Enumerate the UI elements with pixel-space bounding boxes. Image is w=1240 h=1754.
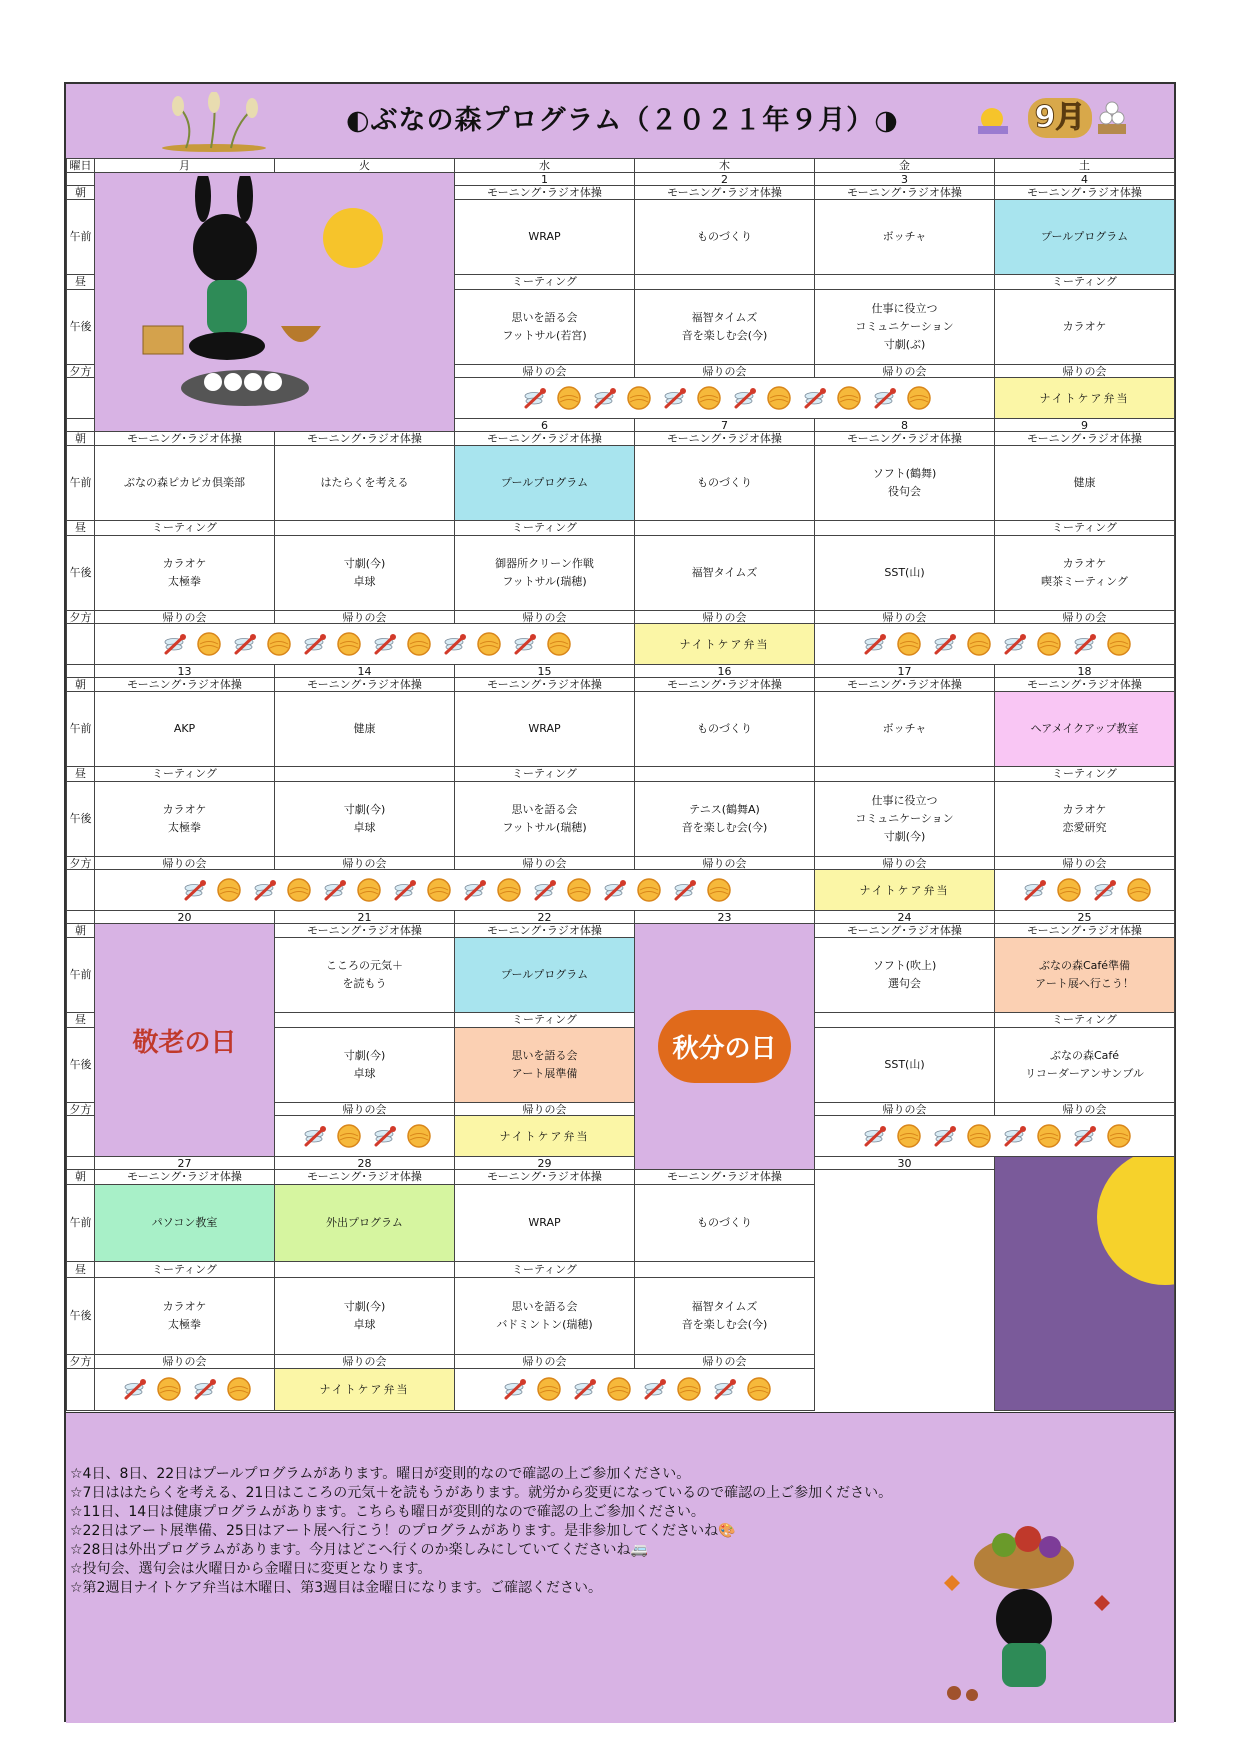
am-program-13: AKP [95,692,275,767]
am-program-25: ぶなの森Café準備 アート展へ行こう！ [995,938,1175,1013]
am-program-3: ボッチャ [815,200,995,275]
closing-14: 帰りの会 [275,857,455,870]
dango-icon [1094,98,1130,138]
label-yugata: 夕方 [67,1103,95,1116]
page-title: ◐ぶなの森プログラム（２０２１年９月）◑ [346,105,899,136]
date-17: 17 [815,665,995,678]
sun-icon [706,877,732,903]
pm-program-3: 仕事に役立つ コミュニケーション 寸劇(ぶ) [815,290,995,365]
morning-24: モーニング･ラジオ体操 [815,924,995,938]
label-asa: 朝 [67,186,95,200]
morning-27: モーニング･ラジオ体操 [95,1170,275,1184]
sun-icon [1126,877,1152,903]
sun-icon [746,1376,772,1402]
closing-8: 帰りの会 [455,611,635,624]
label-yugata: 夕方 [67,365,95,378]
morning-14: モーニング･ラジオ体操 [275,678,455,692]
am-program-29: WRAP [455,1184,635,1261]
dow-fri: 金 [815,159,995,173]
morning-21: モーニング･ラジオ体操 [275,924,455,938]
pm-program-9: 福智タイムズ [635,536,815,611]
date-25: 25 [995,911,1175,924]
dow-sat: 土 [995,159,1175,173]
header [66,84,1174,159]
label-gogo: 午後 [67,1277,95,1354]
dragonfly-icon [598,879,630,901]
morning-28: モーニング･ラジオ体操 [275,1170,455,1184]
pm-program-10: SST(山) [815,536,995,611]
meeting-4: ミーティング [995,275,1175,290]
note-item: ☆28日は外出プログラムがあります。今月はどこへ行くのか楽しみにしていてくださいね🚐 [70,1542,648,1558]
date-6: 6 [455,419,635,432]
dragonfly-sun-strip [275,1116,454,1156]
holiday-shubun-text: 秋分の日 [672,1034,777,1065]
dragonfly-icon [498,1378,530,1400]
sun-icon [836,385,862,411]
label-asa: 朝 [67,678,95,692]
date-29: 29 [455,1157,635,1170]
am-program-18: ヘアメイクアップ教室 [995,692,1175,767]
pm-program-22: 思いを語る会 アート展準備 [455,1028,635,1103]
closing-16: 帰りの会 [635,857,815,870]
dow-wed: 水 [455,159,635,173]
sun-icon [1056,877,1082,903]
deco-week5-right [455,1368,815,1410]
date-1: 1 [455,173,635,186]
morning-8: モーニング･ラジオ体操 [455,432,635,446]
label-yugata: 夕方 [67,611,95,624]
pm-program-21: 寸劇(今) 卓球 [275,1028,455,1103]
pm-program-7: 寸劇(今) 卓球 [275,536,455,611]
morning-30: モーニング･ラジオ体操 [635,1170,815,1184]
am-program-8: プールプログラム [455,446,635,521]
closing-17: 帰りの会 [815,857,995,870]
morning-4: モーニング･ラジオ体操 [995,186,1175,200]
note-item: ☆第2週目ナイトケア弁当は木曜日、第3週目は金曜日になります。ご確認ください。 [70,1580,602,1596]
deco-week3-left [95,870,815,911]
meeting-25: ミーティング [995,1013,1175,1028]
sun-icon [626,385,652,411]
nightcare-week5: ナイトケア弁当 [275,1368,455,1410]
closing-4: 帰りの会 [995,365,1175,378]
dragonfly-icon [1088,879,1120,901]
pampas-grass-icon [156,92,266,154]
dragonfly-icon [928,1125,960,1147]
sun-icon [216,877,242,903]
label-hiru: 昼 [67,275,95,290]
dragonfly-icon [568,1378,600,1400]
dragonfly-icon [658,387,690,409]
dragonfly-icon [298,1125,330,1147]
notes-section [66,1412,1174,1723]
am-program-30: ものづくり [635,1184,815,1261]
morning-16: モーニング･ラジオ体操 [635,678,815,692]
date-21: 21 [275,911,455,924]
dragonfly-icon [518,387,550,409]
date-9: 9 [995,419,1175,432]
morning-17: モーニング･ラジオ体操 [815,678,995,692]
sun-icon [556,385,582,411]
dragonfly-icon [188,1378,220,1400]
note-item: ☆22日はアート展準備、25日はアート展へ行こう！のプログラムがあります。是非参加してくださいね🎨 [70,1523,736,1539]
holiday-shubun [635,924,815,1170]
holiday-shubun-badge [658,1010,790,1083]
dragonfly-icon [1068,1125,1100,1147]
night-rabbit-illustration [995,1157,1175,1411]
label-hiru: 昼 [67,767,95,782]
dragonfly-icon [438,633,470,655]
dragonfly-icon [118,1378,150,1400]
sun-icon [496,877,522,903]
sun-icon [1106,631,1132,657]
pm-program-11: カラオケ 喫茶ミーティング [995,536,1175,611]
meeting-1: ミーティング [455,275,635,290]
closing-30: 帰りの会 [635,1355,815,1368]
am-program-4: プールプログラム [995,200,1175,275]
deco-week4-right [815,1116,1175,1157]
am-program-6: ぶなの森ピカピカ倶楽部 [95,446,275,521]
am-program-16: ものづくり [635,692,815,767]
sun-icon [1036,631,1062,657]
sun-icon [476,631,502,657]
dragonfly-icon [248,879,280,901]
label-gogo: 午後 [67,290,95,365]
dragonfly-icon [388,879,420,901]
sun-icon [566,877,592,903]
dragonfly-icon [728,387,760,409]
meeting-6: ミーティング [95,521,275,536]
am-program-2: ものづくり [635,200,815,275]
sun-icon [766,385,792,411]
sun-icon [426,877,452,903]
pm-program-27: カラオケ 太極拳 [95,1277,275,1354]
dragonfly-icon [528,879,560,901]
am-program-21: こころの元気＋ を読もう [275,938,455,1013]
sun-icon [226,1376,252,1402]
am-program-11: 健康 [995,446,1175,521]
pm-program-29: 思いを語る会 バドミントン(瑞穂) [455,1277,635,1354]
label-gozen: 午前 [67,938,95,1013]
dragonfly-icon [858,633,890,655]
sun-icon [1106,1123,1132,1149]
nightcare-week2: ナイトケア弁当 [635,624,815,665]
closing-1: 帰りの会 [455,365,635,378]
date-18: 18 [995,665,1175,678]
pm-program-6: カラオケ 太極拳 [95,536,275,611]
dragonfly-icon [228,633,260,655]
sun-icon [536,1376,562,1402]
sun-icon [636,877,662,903]
closing-15: 帰りの会 [455,857,635,870]
date-13: 13 [95,665,275,678]
note-item: ☆11日、14日は健康プログラムがあります。こちらも曜日が変則的なので確認の上ご参加ください。 [70,1504,705,1520]
morning-13: モーニング･ラジオ体操 [95,678,275,692]
morning-10: モーニング･ラジオ体操 [815,432,995,446]
dragonfly-icon [928,633,960,655]
dragonfly-sun-strip [455,378,994,418]
sun-icon [696,385,722,411]
pm-program-25: ぶなの森Café リコーダーアンサンブル [995,1028,1175,1103]
morning-3: モーニング･ラジオ体操 [815,186,995,200]
pm-program-24: SST(山) [815,1028,995,1103]
label-gogo: 午後 [67,782,95,857]
dragonfly-icon [998,633,1030,655]
morning-6: モーニング･ラジオ体操 [95,432,275,446]
dow-mon: 月 [95,159,275,173]
sun-icon [336,631,362,657]
label-gozen: 午前 [67,446,95,521]
nightcare-week1: ナイトケア弁当 [995,378,1175,419]
dragonfly-sun-strip [995,870,1174,910]
dragonfly-icon [458,879,490,901]
deco-week3-right [995,870,1175,911]
program-calendar [66,158,1175,1411]
am-program-7: はたらくを考える [275,446,455,521]
dragonfly-icon [998,1125,1030,1147]
meeting-18: ミーティング [995,767,1175,782]
dragonfly-icon [868,387,900,409]
pm-program-13: カラオケ 太極拳 [95,782,275,857]
closing-9: 帰りの会 [635,611,815,624]
date-14: 14 [275,665,455,678]
nightcare-week4: ナイトケア弁当 [455,1116,635,1157]
dragonfly-icon [318,879,350,901]
rabbit-fruit-basket-icon [924,1523,1124,1713]
label-yugata: 夕方 [67,1355,95,1368]
sun-icon [896,1123,922,1149]
deco-week5-mon [95,1368,275,1410]
meeting-27: ミーティング [95,1262,275,1277]
closing-18: 帰りの会 [995,857,1175,870]
date-15: 15 [455,665,635,678]
sun-icon [966,631,992,657]
deco-week2-left [95,624,635,665]
closing-13: 帰りの会 [95,857,275,870]
moon-rabbit-icon [995,1157,1175,1407]
morning-9: モーニング･ラジオ体操 [635,432,815,446]
dragonfly-sun-strip [815,624,1174,664]
morning-2: モーニング･ラジオ体操 [635,186,815,200]
meeting-8: ミーティング [455,521,635,536]
deco-week4-tue [275,1116,455,1157]
dragonfly-icon [588,387,620,409]
morning-22: モーニング･ラジオ体操 [455,924,635,938]
label-gogo: 午後 [67,536,95,611]
meeting-22: ミーティング [455,1013,635,1028]
closing-21: 帰りの会 [275,1103,455,1116]
am-program-15: WRAP [455,692,635,767]
dow-tue: 火 [275,159,455,173]
sun-icon [266,631,292,657]
am-program-9: ものづくり [635,446,815,521]
closing-22: 帰りの会 [455,1103,635,1116]
date-7: 7 [635,419,815,432]
sun-icon [336,1123,362,1149]
sun-icon [406,631,432,657]
date-23: 23 [635,911,815,924]
date-2: 2 [635,173,815,186]
dragonfly-icon [668,879,700,901]
pm-program-8: 御器所クリーン作戦 フットサル(瑞穂) [455,536,635,611]
deco-week1 [455,378,995,419]
am-program-17: ボッチャ [815,692,995,767]
pm-program-16: テニス(鶴舞A) 音を楽しむ会(今) [635,782,815,857]
meeting-15: ミーティング [455,767,635,782]
am-program-27: パソコン教室 [95,1184,275,1261]
month-badge [976,94,1136,146]
am-program-28: 外出プログラム [275,1184,455,1261]
rabbit-moon-illustration [95,176,455,426]
dragonfly-icon [178,879,210,901]
pm-program-4: カラオケ [995,290,1175,365]
closing-6: 帰りの会 [95,611,275,624]
am-program-22: プールプログラム [455,938,635,1013]
sun-icon [156,1376,182,1402]
month-badge-text: 9月 [1028,98,1092,138]
pm-program-17: 仕事に役立つ コミュニケーション 寸劇(今) [815,782,995,857]
dragonfly-icon [298,633,330,655]
sun-icon [606,1376,632,1402]
dragonfly-icon [708,1378,740,1400]
label-youbi: 曜日 [67,159,95,173]
pm-program-18: カラオケ 恋愛研究 [995,782,1175,857]
sun-icon [546,631,572,657]
dragonfly-icon [798,387,830,409]
dragonfly-sun-strip [815,1116,1174,1156]
closing-24: 帰りの会 [815,1103,995,1116]
note-item: ☆7日ははたらくを考える、21日はこころの元気＋を読もうがあります。就労から変更になっているので確認の上ご参加ください。 [70,1485,893,1501]
date-4: 4 [995,173,1175,186]
date-3: 3 [815,173,995,186]
sun-icon [676,1376,702,1402]
dragonfly-icon [368,1125,400,1147]
dragonfly-icon [368,633,400,655]
dragonfly-icon [508,633,540,655]
holiday-keiro-text: 敬老の日 [132,1027,237,1058]
sun-icon [196,631,222,657]
am-program-14: 健康 [275,692,455,767]
closing-10: 帰りの会 [815,611,995,624]
closing-29: 帰りの会 [455,1355,635,1368]
label-hiru: 昼 [67,1013,95,1028]
sun-icon [1036,1123,1062,1149]
dragonfly-sun-strip [95,1369,274,1409]
meeting-11: ミーティング [995,521,1175,536]
morning-11: モーニング･ラジオ体操 [995,432,1175,446]
sun-icon [966,1123,992,1149]
note-item: ☆4日、8日、22日はプールプログラムがあります。曜日が変則的なので確認の上ご参加ください。 [70,1466,691,1482]
date-20: 20 [95,911,275,924]
am-program-10: ソフト(鶴舞) 役句会 [815,446,995,521]
meeting-13: ミーティング [95,767,275,782]
dragonfly-icon [1068,633,1100,655]
week1-illustration [95,173,455,432]
dragonfly-icon [1018,879,1050,901]
morning-15: モーニング･ラジオ体操 [455,678,635,692]
morning-25: モーニング･ラジオ体操 [995,924,1175,938]
pm-program-30: 福智タイムズ 音を楽しむ会(今) [635,1277,815,1354]
date-24: 24 [815,911,995,924]
closing-25: 帰りの会 [995,1103,1175,1116]
morning-1: モーニング･ラジオ体操 [455,186,635,200]
am-program-1: WRAP [455,200,635,275]
dragonfly-sun-strip [95,624,634,664]
label-asa: 朝 [67,924,95,938]
dragonfly-sun-strip [455,1369,814,1409]
sun-icon [356,877,382,903]
date-8: 8 [815,419,995,432]
dragonfly-icon [638,1378,670,1400]
holiday-keiro [95,924,275,1157]
label-asa: 朝 [67,1170,95,1184]
morning-18: モーニング･ラジオ体操 [995,678,1175,692]
label-gozen: 午前 [67,1184,95,1261]
dragonfly-icon [858,1125,890,1147]
note-item: ☆投句会、選句会は火曜日から金曜日に変更となります。 [70,1561,432,1577]
notes-list [70,1465,892,1598]
deco-week2-right [815,624,1175,665]
label-gozen: 午前 [67,200,95,275]
label-hiru: 昼 [67,1262,95,1277]
label-hiru: 昼 [67,521,95,536]
sun-icon [286,877,312,903]
closing-11: 帰りの会 [995,611,1175,624]
date-16: 16 [635,665,815,678]
sun-icon [406,1123,432,1149]
closing-28: 帰りの会 [275,1355,455,1368]
label-yugata: 夕方 [67,857,95,870]
date-22: 22 [455,911,635,924]
pm-program-15: 思いを語る会 フットサル(瑞穂) [455,782,635,857]
am-program-24: ソフト(吹上) 選句会 [815,938,995,1013]
date-28: 28 [275,1157,455,1170]
dragonfly-icon [158,633,190,655]
closing-3: 帰りの会 [815,365,995,378]
date-30: 30 [815,1157,995,1170]
sun-icon [896,631,922,657]
pm-program-28: 寸劇(今) 卓球 [275,1277,455,1354]
label-gozen: 午前 [67,692,95,767]
nightcare-week3: ナイトケア弁当 [815,870,995,911]
morning-7: モーニング･ラジオ体操 [275,432,455,446]
label-gogo: 午後 [67,1028,95,1103]
closing-7: 帰りの会 [275,611,455,624]
moon-icon [976,106,1010,136]
pm-program-2: 福智タイムズ 音を楽しむ会(今) [635,290,815,365]
date-27: 27 [95,1157,275,1170]
dow-thu: 木 [635,159,815,173]
calendar-frame [64,82,1176,1722]
closing-27: 帰りの会 [95,1355,275,1368]
closing-2: 帰りの会 [635,365,815,378]
pm-program-14: 寸劇(今) 卓球 [275,782,455,857]
sun-icon [906,385,932,411]
dragonfly-sun-strip [95,870,814,910]
meeting-29: ミーティング [455,1262,635,1277]
morning-29: モーニング･ラジオ体操 [455,1170,635,1184]
pm-program-1: 思いを語る会 フットサル(若宮) [455,290,635,365]
label-asa: 朝 [67,432,95,446]
